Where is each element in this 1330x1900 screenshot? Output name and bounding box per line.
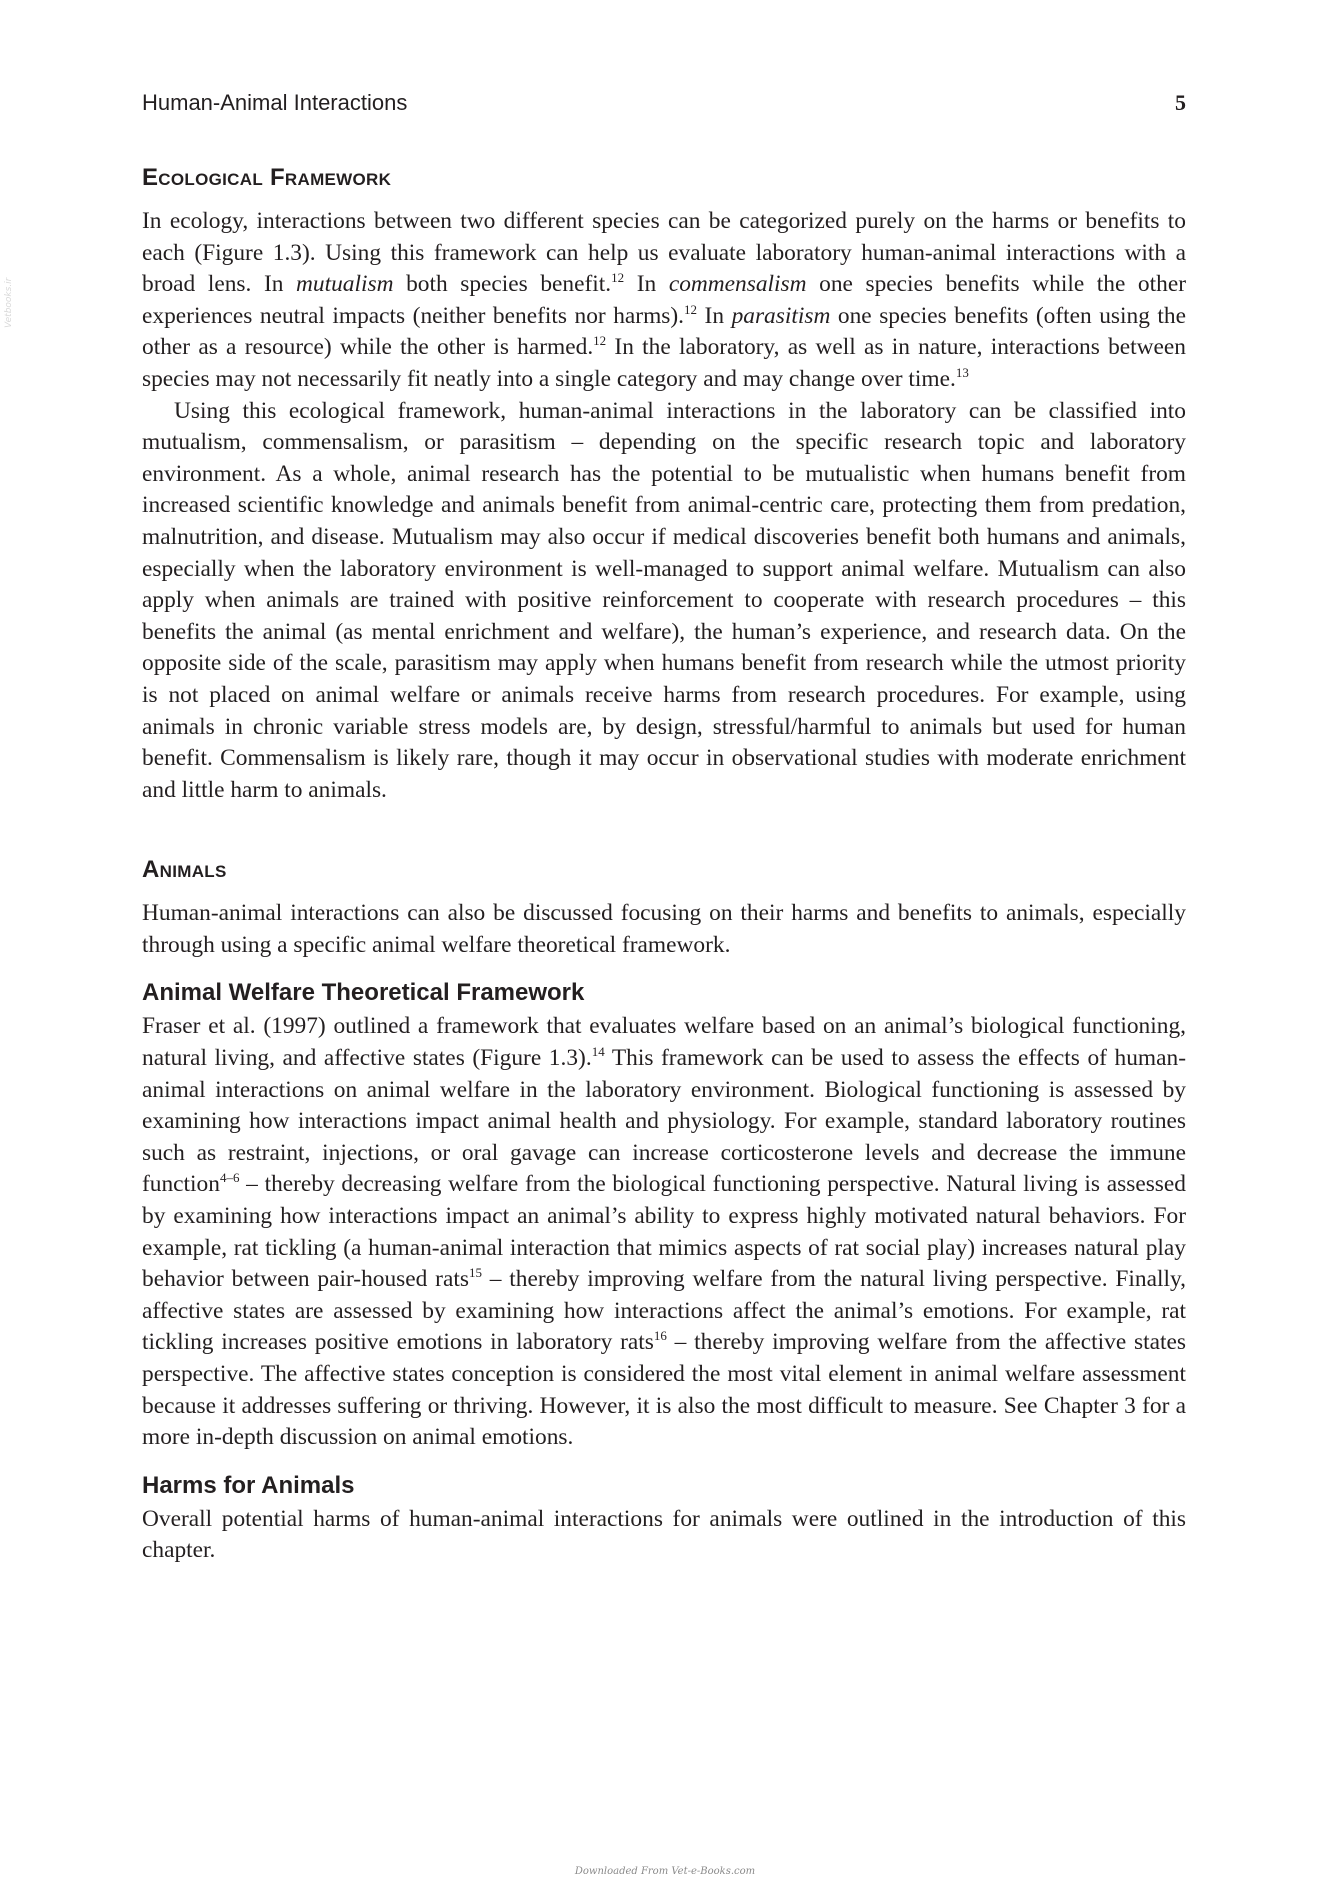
- citation: 15: [468, 1265, 482, 1281]
- citation: 12: [593, 333, 607, 349]
- citation: 12: [611, 270, 625, 286]
- footer-watermark: Downloaded From Vet-e-Books.com: [574, 1866, 756, 1877]
- citation: 12: [684, 301, 698, 317]
- term-parasitism: parasitism: [731, 302, 831, 329]
- running-head-title: Human-Animal Interactions: [142, 90, 408, 115]
- side-watermark: Vetbooks.ir: [4, 277, 14, 328]
- paragraph-ecology-2: Using this ecological framework, human-animal interactions in the laboratory can be classified into mutualism, commensalism, or parasitism – depending on the specific research topic and laboratory environment. As a whole, animal research has the potential to be mutualistic when humans benefit from increased scientific knowledge and animals benefit from animal-centric care, protecting them from predation, malnutrition, and disease. Mutualism may also occur if medical discoveries benefit both humans and animals, especially when the laboratory environment is well-managed to support animal welfare. Mutualism can also apply when animals are trained with positive reinforcement to cooperate with research procedures – this benefits the animal (as mental enrichment and welfare), the human’s experience, and research data. On the opposite side of the scale, parasitism may apply when humans benefit from research while the utmost priority is not placed on animal welfare or animals receive harms from research procedures. For example, using animals in chronic variable stress models are, by design, stressful/harmful to animals but used for human benefit. Commensalism is likely rare, though it may occur in observational studies with moderate enrichment and little harm to animals.: [142, 397, 1186, 803]
- citation: 16: [653, 1328, 667, 1344]
- running-head: [142, 90, 1186, 120]
- page-content: [142, 162, 1186, 1567]
- term-mutualism: mutualism: [296, 271, 394, 298]
- page-number: 5: [1175, 90, 1186, 115]
- heading-animals: Animals: [142, 856, 227, 884]
- term-commensalism: commensalism: [668, 271, 807, 298]
- heading-harms-for-animals: Harms for Animals: [142, 1471, 355, 1499]
- heading-ecological-framework: Ecological Framework: [142, 164, 392, 191]
- paragraph-harms: Overall potential harms of human-animal interactions for animals were outlined in the introduction of this chapter.: [142, 1505, 1186, 1564]
- paragraph-animals: Human-animal interactions can also be discussed focusing on their harms and benefits to animals, especially through using a specific animal welfare theoretical framework.: [142, 900, 1186, 958]
- citation: 13: [955, 364, 969, 380]
- citation: 14: [591, 1044, 605, 1060]
- paragraph-ecology-1: In ecology, interactions between two different species can be categorized purely on the harms or benefits to each (Figure 1.3). Using this framework can help us evaluate laboratory human-animal interactions with a broad lens. In mutualism both species benefit.$^{12}$ In commensalism one species benefits while the other experiences neutral impacts (neither benefits nor harms).$^{12}$ In parasitism one species benefits (often using the other as a resource) while the other is harmed.$^{12}$ In the laboratory, as well as in nature, interactions between species may not necessarily fit neatly into a single category and may change over time.$^{13}$: [142, 208, 1187, 392]
- paragraph-welfare: Fraser et al. (1997) outlined a framework that evaluates welfare based on an animal’s biological functioning, natural living, and affective states (Figure 1.3).$^{14}$ This framework can be used to assess the effects of human-animal interactions on animal welfare in the laboratory environment. Biological functioning is assessed by examining how interactions impact animal health and physiology. For example, standard laboratory routines such as restraint, injections, or oral gavage can increase corticosterone levels and decrease the immune function$^{4-6}$ – thereby decreasing welfare from the biological functioning perspective. Natural living is assessed by examining how interactions impact an animal’s ability to express highly motivated natural behaviors. For example, rat tickling (a human-animal interaction that mimics aspects of rat social play) increases natural play behavior between pair-housed rats$^{15}$ – thereby improving welfare from the natural living perspective. Finally, affective states are assessed by examining how interactions affect the animal’s emotions. For example, rat tickling increases positive emotions in laboratory rats$^{16}$ – thereby improving welfare from the affective states perspective. The affective states conception is considered the most vital element in animal welfare assessment because it addresses suffering or thriving. However, it is also the most difficult to measure. See Chapter 3 for a more in-depth discussion on animal emotions.: [142, 1013, 1187, 1451]
- citation: 4–6: [219, 1170, 240, 1186]
- heading-animal-welfare-framework: Animal Welfare Theoretical Framework: [142, 979, 585, 1007]
